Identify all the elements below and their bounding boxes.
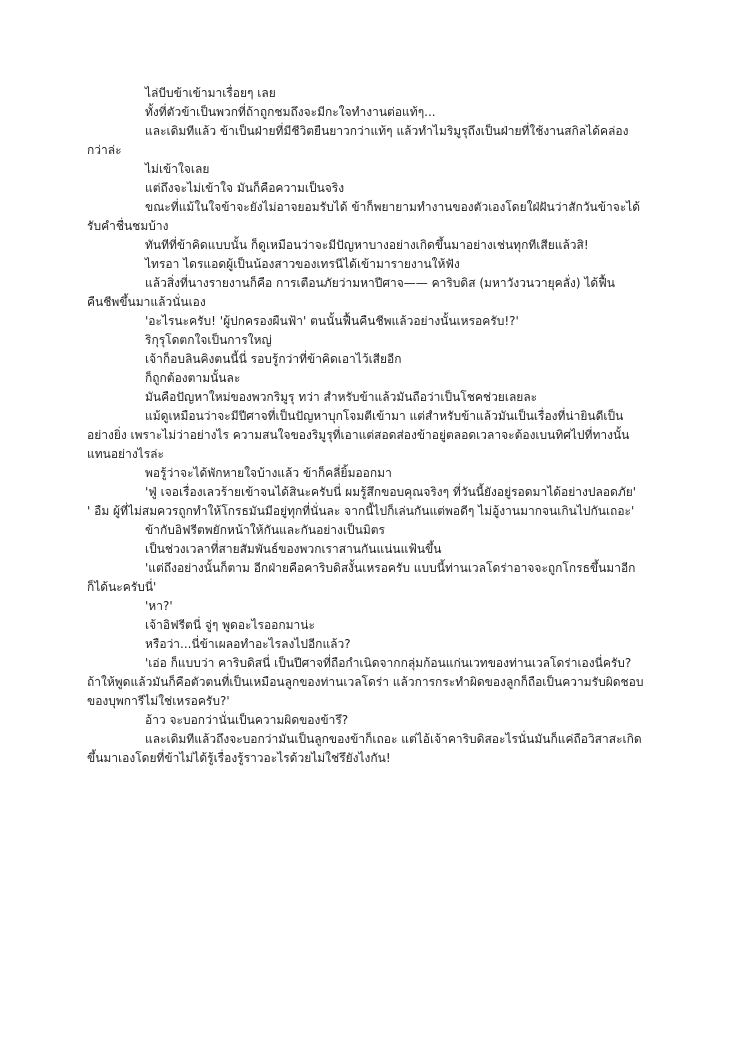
paragraph: พอรู้ว่าจะได้พักหายใจบ้างแล้ว ข้าก็คลี่ยิ้มออกมา: [145, 466, 392, 480]
paragraph: ขณะที่แม้ในใจข้าจะยังไม่อาจยอมรับได้ ข้าก็พยายามทำงานของตัวเองโดยใฝ่ฝันว่าสักวันข้าจะได้รับคำชื่นชมบ้าง: [87, 200, 641, 233]
paragraph: ไล่บีบข้าเข้ามาเรื่อยๆ เลย: [145, 86, 276, 100]
paragraph: 'อะไรนะครับ! 'ผู้ปกครองผืนฟ้า' ตนนั้นฟื้นคืนชีพแล้วอย่างนั้นเหรอครับ!?': [145, 314, 519, 328]
paragraph: 'เอ่อ ก็แบบว่า คาริบดิสนี่ เป็นปีศาจที่ถือกำเนิดจากกลุ่มก้อนแก่นเวทของท่านเวลโดร่าเองนี่ครับ? ถ้าให้พูดแล้วมันก็คือตัวตนที่เป็นเหมือนลูกของท่านเวลโดร่า แล้วการกระทำผิดของลูกก็ถือเป็นความรับผิดชอบของบุพการีไม่ใช่เหรอครับ?': [87, 656, 644, 708]
paragraph: แม้ดูเหมือนว่าจะมีปีศาจที่เป็นปัญหาบุกโจมตีเข้ามา แต่สำหรับข้าแล้วมันเป็นเรื่องที่น่ายินดีเป็นอย่างยิ่ง เพราะไม่ว่าอย่างไร ความสนใจของริมูรุที่เอาแต่สอดส่องข้าอยู่ตลอดเวลาจะต้องเบนทิศไปที่ทางนั้นแทนอย่างไรล่ะ: [87, 409, 630, 461]
paragraph: อ้าว จะบอกว่านั่นเป็นความผิดของข้ารึ?: [145, 713, 349, 727]
paragraph: ข้ากับอิฟรีตพยักหน้าให้กันและกันอย่างเป็นมิตร: [145, 523, 385, 537]
paragraph: มันคือปัญหาใหม่ของพวกริมูรุ ทว่า สำหรับข้าแล้วมันถือว่าเป็นโชคช่วยเลยละ: [145, 390, 538, 404]
paragraph: ' อืม ผู้ที่ไม่สมควรถูกทำให้โกรธมันมีอยู่ทุกที่นั่นละ จากนี้ไปก็เล่นกันแต่พอดีๆ ไม่อู้งานมากจนเกินไปกันเถอะ': [87, 504, 635, 518]
paragraph: เจ้าก็อบลินคิงตนนี้นี่ รอบรู้กว่าที่ข้าคิดเอาไว้เสียอีก: [145, 352, 402, 366]
paragraph: ริกุรุโดตกใจเป็นการใหญ่: [145, 333, 272, 347]
paragraph: แล้วสิ่งที่นางรายงานก็คือ การเตือนภัยว่ามหาปีศาจ—— คาริบดิส (มหาวังวนวายุคลั่ง) ได้ฟื้นคืนชีพขึ้นมาแล้วนั่นเอง: [87, 276, 615, 309]
paragraph: ทั้งที่ตัวข้าเป็นพวกที่ถ้าถูกชมถึงจะมีกะใจทำงานต่อแท้ๆ...: [145, 105, 436, 119]
paragraph: ไทรอา ไดรแอดผู้เป็นน้องสาวของเทรนีได้เข้ามารายงานให้ฟัง: [145, 257, 460, 271]
paragraph: ไม่เข้าใจเลย: [145, 162, 210, 176]
paragraph: และเดิมทีแล้ว ข้าเป็นฝ่ายที่มีชีวิตยืนยาวกว่าแท้ๆ แล้วทำไมริมูรุถึงเป็นฝ่ายที่ใช้งานสกิลได้คล่องกว่าล่ะ: [87, 124, 629, 157]
paragraph: 'ฟู่ เจอเรื่องเลวร้ายเข้าจนได้สินะครับนี่ ผมรู้สึกขอบคุณจริงๆ ที่วันนี้ยังอยู่รอดมาได้อย่างปลอดภัย': [145, 485, 637, 499]
paragraph: เป็นช่วงเวลาที่สายสัมพันธ์ของพวกเราสานกันแน่นแฟ้นขึ้น: [145, 542, 442, 556]
paragraph: เจ้าอิฟรีตนี่ จู่ๆ พูดอะไรออกมาน่ะ: [145, 618, 315, 632]
paragraph: 'หา?': [145, 599, 173, 613]
paragraph: 'แต่ถึงอย่างนั้นก็ตาม อีกฝ่ายคือคาริบดิสงั้นเหรอครับ แบบนี้ท่านเวลโดร่าอาจจะถูกโกรธขึ้นมาอีกก็ได้นะครับนี่': [87, 561, 636, 594]
paragraph: ทันทีที่ข้าคิดแบบนั้น ก็ดูเหมือนว่าจะมีปัญหาบางอย่างเกิดขึ้นมาอย่างเช่นทุกทีเสียแล้วสิ!: [145, 238, 589, 252]
paragraph: และเดิมทีแล้วถึงจะบอกว่ามันเป็นลูกของข้าก็เถอะ แต่ไอ้เจ้าคาริบดิสอะไรนั่นมันก็แค่ถือวิสาสะเกิดขึ้นมาเองโดยที่ข้าไม่ได้รู้เรื่องรู้ราวอะไรด้วยไม่ใช่รึยังไงกัน!: [87, 732, 642, 765]
document-body: [87, 84, 647, 768]
paragraph: แต่ถึงจะไม่เข้าใจ มันก็คือความเป็นจริง: [145, 181, 345, 195]
paragraph: หรือว่า...นี่ข้าเผลอทำอะไรลงไปอีกแล้ว?: [145, 637, 351, 651]
paragraph: ก็ถูกต้องตามนั้นละ: [145, 371, 241, 385]
